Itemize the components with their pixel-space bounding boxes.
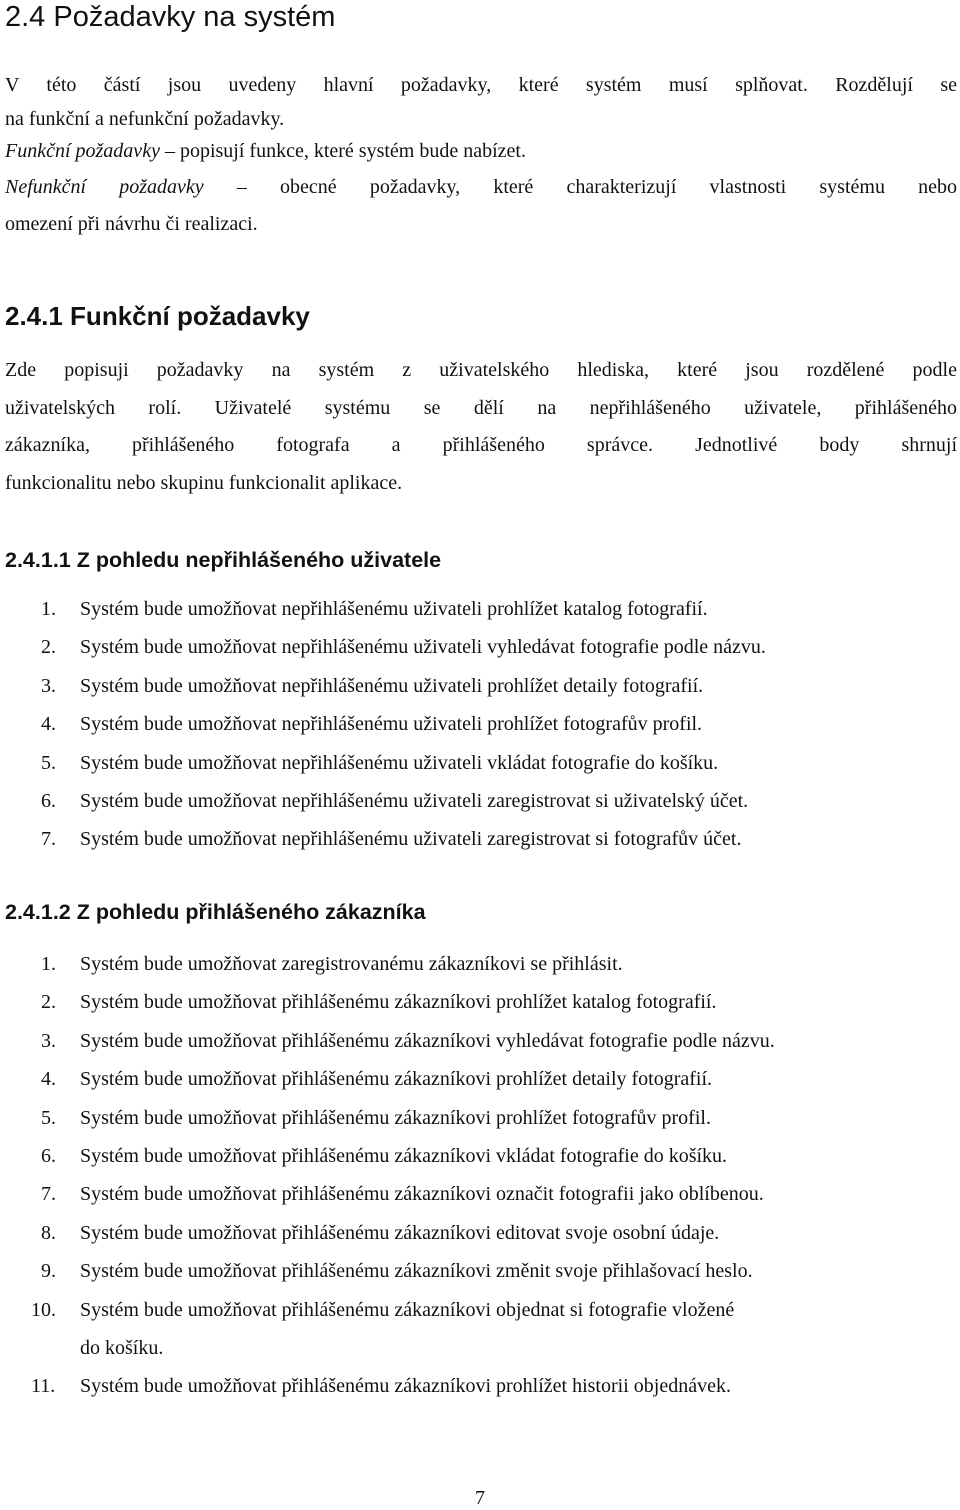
customer-section-title: 2.4.1.2 Z pohledu přihlášeného zákazníka xyxy=(5,900,426,924)
item-text: Systém bude umožňovat přihlášenému zákazníkovi objednat si fotografie vložené xyxy=(80,1298,735,1321)
item-number: 3. xyxy=(41,674,56,697)
item-text: Systém bude umožňovat nepřihlášenému uživateli vyhledávat fotografie podle názvu. xyxy=(80,636,766,659)
item-text: Systém bude umožňovat přihlášenému zákazníkovi prohlížet detaily fotografií. xyxy=(80,1068,713,1091)
nonfunctional-desc: – obecné požadavky, které charakterizují vlastnosti systému nebo xyxy=(203,175,958,198)
item-number: 1. xyxy=(41,598,56,620)
item-text: Systém bude umožňovat nepřihlášenému uživateli vkládat fotografie do košíku. xyxy=(80,751,719,774)
item-text: Systém bude umožňovat nepřihlášenému uživateli prohlížet katalog fotografií. xyxy=(80,598,708,620)
item-number: 6. xyxy=(41,789,56,812)
item-number: 6. xyxy=(41,1144,56,1167)
paragraph-line: uživatelských rolí. Uživatelé systému se dělí na nepřihlášeného uživatele, přihlášeného xyxy=(5,396,957,419)
item-number: 1. xyxy=(41,953,56,975)
item-number: 11. xyxy=(31,1375,56,1398)
item-number: 7. xyxy=(41,1183,56,1206)
subsection-paragraph xyxy=(5,352,957,502)
item-number: 4. xyxy=(41,713,56,736)
item-number: 5. xyxy=(41,1106,56,1129)
item-text: Systém bude umožňovat přihlášenému zákazníkovi označit fotografii jako oblíbenou. xyxy=(80,1183,764,1206)
item-number: 8. xyxy=(41,1221,56,1244)
section-intro xyxy=(5,67,957,244)
paragraph-line: Zde popisuji požadavky na systém z uživatelského hlediska, které jsou rozdělené podle xyxy=(5,359,957,381)
item-number: 10. xyxy=(31,1298,56,1321)
guest-section-title: 2.4.1.1 Z pohledu nepřihlášeného uživatele xyxy=(5,548,442,572)
item-number: 2. xyxy=(41,636,56,659)
item-text: Systém bude umožňovat přihlášenému zákazníkovi vyhledávat fotografie podle názvu. xyxy=(80,1029,775,1052)
nonfunctional-desc-cont: omezení při návrhu či realizaci. xyxy=(5,213,258,235)
functional-definition xyxy=(5,133,957,169)
item-text: Systém bude umožňovat přihlášenému zákazníkovi změnit svoje přihlašovací heslo. xyxy=(80,1260,753,1283)
intro-line: na funkční a nefunkční požadavky. xyxy=(5,107,285,130)
item-number: 3. xyxy=(41,1029,56,1052)
item-text: Systém bude umožňovat přihlášenému zákazníkovi prohlížet fotografův profil. xyxy=(80,1106,711,1129)
section-title: 2.4 Požadavky na systém xyxy=(5,1,336,33)
item-text: Systém bude umožňovat nepřihlášenému uživateli zaregistrovat si fotografův účet. xyxy=(80,828,742,851)
functional-term: Funkční požadavky xyxy=(5,139,160,162)
nonfunctional-term: Nefunkční požadavky xyxy=(5,175,204,198)
item-number: 7. xyxy=(41,828,56,851)
item-number: 4. xyxy=(41,1068,56,1091)
item-text: Systém bude umožňovat nepřihlášenému uživateli zaregistrovat si uživatelský účet. xyxy=(80,789,749,812)
nonfunctional-definition xyxy=(5,169,957,207)
page-number: 7 xyxy=(475,1487,485,1509)
item-text: Systém bude umožňovat nepřihlášenému uživateli prohlížet fotografův profil. xyxy=(80,713,703,736)
item-text: Systém bude umožňovat nepřihlášenému uživateli prohlížet detaily fotografií. xyxy=(80,674,704,697)
paragraph-line: zákazníka, přihlášeného fotografa a přihlášeného správce. Jednotlivé body shrnují xyxy=(5,434,957,456)
item-text: Systém bude umožňovat přihlášenému zákazníkovi prohlížet katalog fotografií. xyxy=(80,991,717,1014)
item-number: 2. xyxy=(41,991,56,1014)
item-text: Systém bude umožňovat přihlášenému zákazníkovi editovat svoje osobní údaje. xyxy=(80,1221,720,1244)
subsection-title: 2.4.1 Funkční požadavky xyxy=(5,301,310,331)
item-number: 5. xyxy=(41,751,56,774)
item-text: Systém bude umožňovat zaregistrovanému zákazníkovi se přihlásit. xyxy=(80,953,623,975)
item-text: Systém bude umožňovat přihlášenému zákazníkovi prohlížet historii objednávek. xyxy=(80,1375,731,1398)
item-text-continuation: do košíku. xyxy=(80,1336,164,1359)
intro-line: V této částí jsou uvedeny hlavní požadavky, které systém musí splňovat. Rozdělují se xyxy=(5,74,957,96)
functional-desc: – popisují funkce, které systém bude nabízet. xyxy=(159,139,526,162)
item-text: Systém bude umožňovat přihlášenému zákazníkovi vkládat fotografie do košíku. xyxy=(80,1144,728,1167)
paragraph-line: funkcionalitu nebo skupinu funkcionalit aplikace. xyxy=(5,471,403,494)
item-number: 9. xyxy=(41,1260,56,1283)
